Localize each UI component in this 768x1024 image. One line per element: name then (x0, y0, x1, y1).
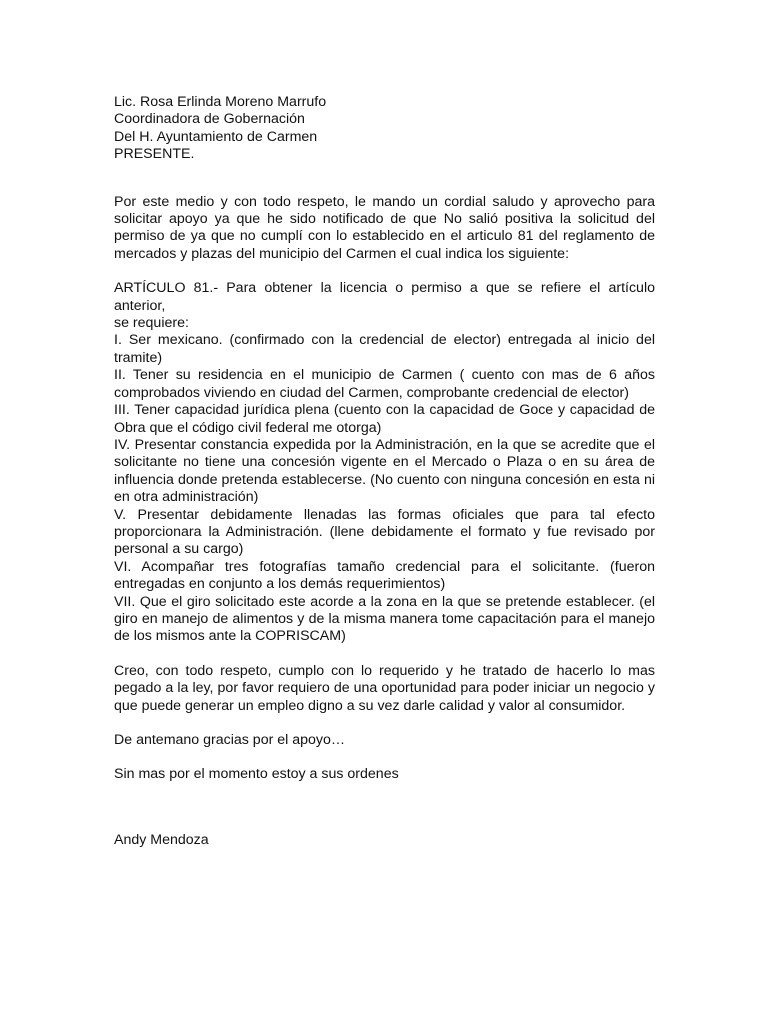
article-heading: ARTÍCULO 81.- Para obtener la licencia o permiso a que se refiere el artículo anterior, (114, 280, 655, 314)
requirement-item-4: IV. Presentar constancia expedida por la Administración, en la que se acredite que el solicitante no tiene una concesión vigente en el Mercado o Plaza o en su área de influencia donde pretenda establecerse. (No cuento con ninguna concesión en esta ni en otra administración) (114, 436, 655, 506)
requirement-item-5: V. Presentar debidamente llenadas las formas oficiales que para tal efecto proporcionara la Administración. (llene debidamente el formato y fue revisado por personal a su cargo) (114, 506, 655, 558)
article-block (114, 280, 655, 646)
recipient-office: Del H. Ayuntamiento de Carmen (114, 128, 318, 145)
recipient-role: Coordinadora de Gobernación (114, 111, 305, 128)
thanks-line: De antemano gracias por el apoyo… (114, 732, 346, 748)
recipient-name: Lic. Rosa Erlinda Moreno Marrufo (114, 94, 327, 110)
recipient-block (114, 94, 655, 164)
article-subheading: se requiere: (114, 315, 189, 332)
signature-name: Andy Mendoza (114, 831, 209, 848)
salutation: PRESENTE. (114, 146, 195, 163)
requirement-item-6: VI. Acompañar tres fotografías tamaño credencial para el solicitante. (fueron entregadas en conjunto a los demás requerimientos) (114, 558, 655, 593)
intro-paragraph: Por este medio y con todo respeto, le mando un cordial saludo y aprovecho para solicitar apoyo ya que he sido notificado de que No salió positiva la solicitud del permiso de ya que no cumplí con lo establecido en el articulo 81 del reglamento de mercados y plazas del municipio del Carmen el cual indica los siguiente: (114, 193, 655, 262)
requirement-item-1: I. Ser mexicano. (confirmado con la credencial de elector) entregada al inicio del tramite) (114, 332, 655, 366)
requirement-item-7: VII. Que el giro solicitado este acorde a la zona en la que se pretende establecer. (el giro en manejo de alimentos y de la misma manera tome capacitación para el manejo de los mismos ante la COPRISCAM) (114, 593, 655, 645)
closing-paragraph: Creo, con todo respeto, cumplo con lo requerido y he tratado de hacerlo lo mas pegado a la ley, por favor requiero de una oportunidad para poder iniciar un negocio y que puede generar un empleo digno a su vez darle calidad y valor al consumidor. (114, 662, 655, 714)
letter-body (114, 94, 655, 849)
sign-off-line: Sin mas por el momento estoy a sus ordenes (114, 766, 399, 783)
requirement-item-2: II. Tener su residencia en el municipio de Carmen ( cuento con mas de 6 años comprobados viviendo en ciudad del Carmen, comprobante credencial de elector) (114, 367, 655, 401)
requirement-item-3: III. Tener capacidad jurídica plena (cuento con la capacidad de Goce y capacidad de Obra que el código civil federal me otorga) (114, 402, 655, 436)
